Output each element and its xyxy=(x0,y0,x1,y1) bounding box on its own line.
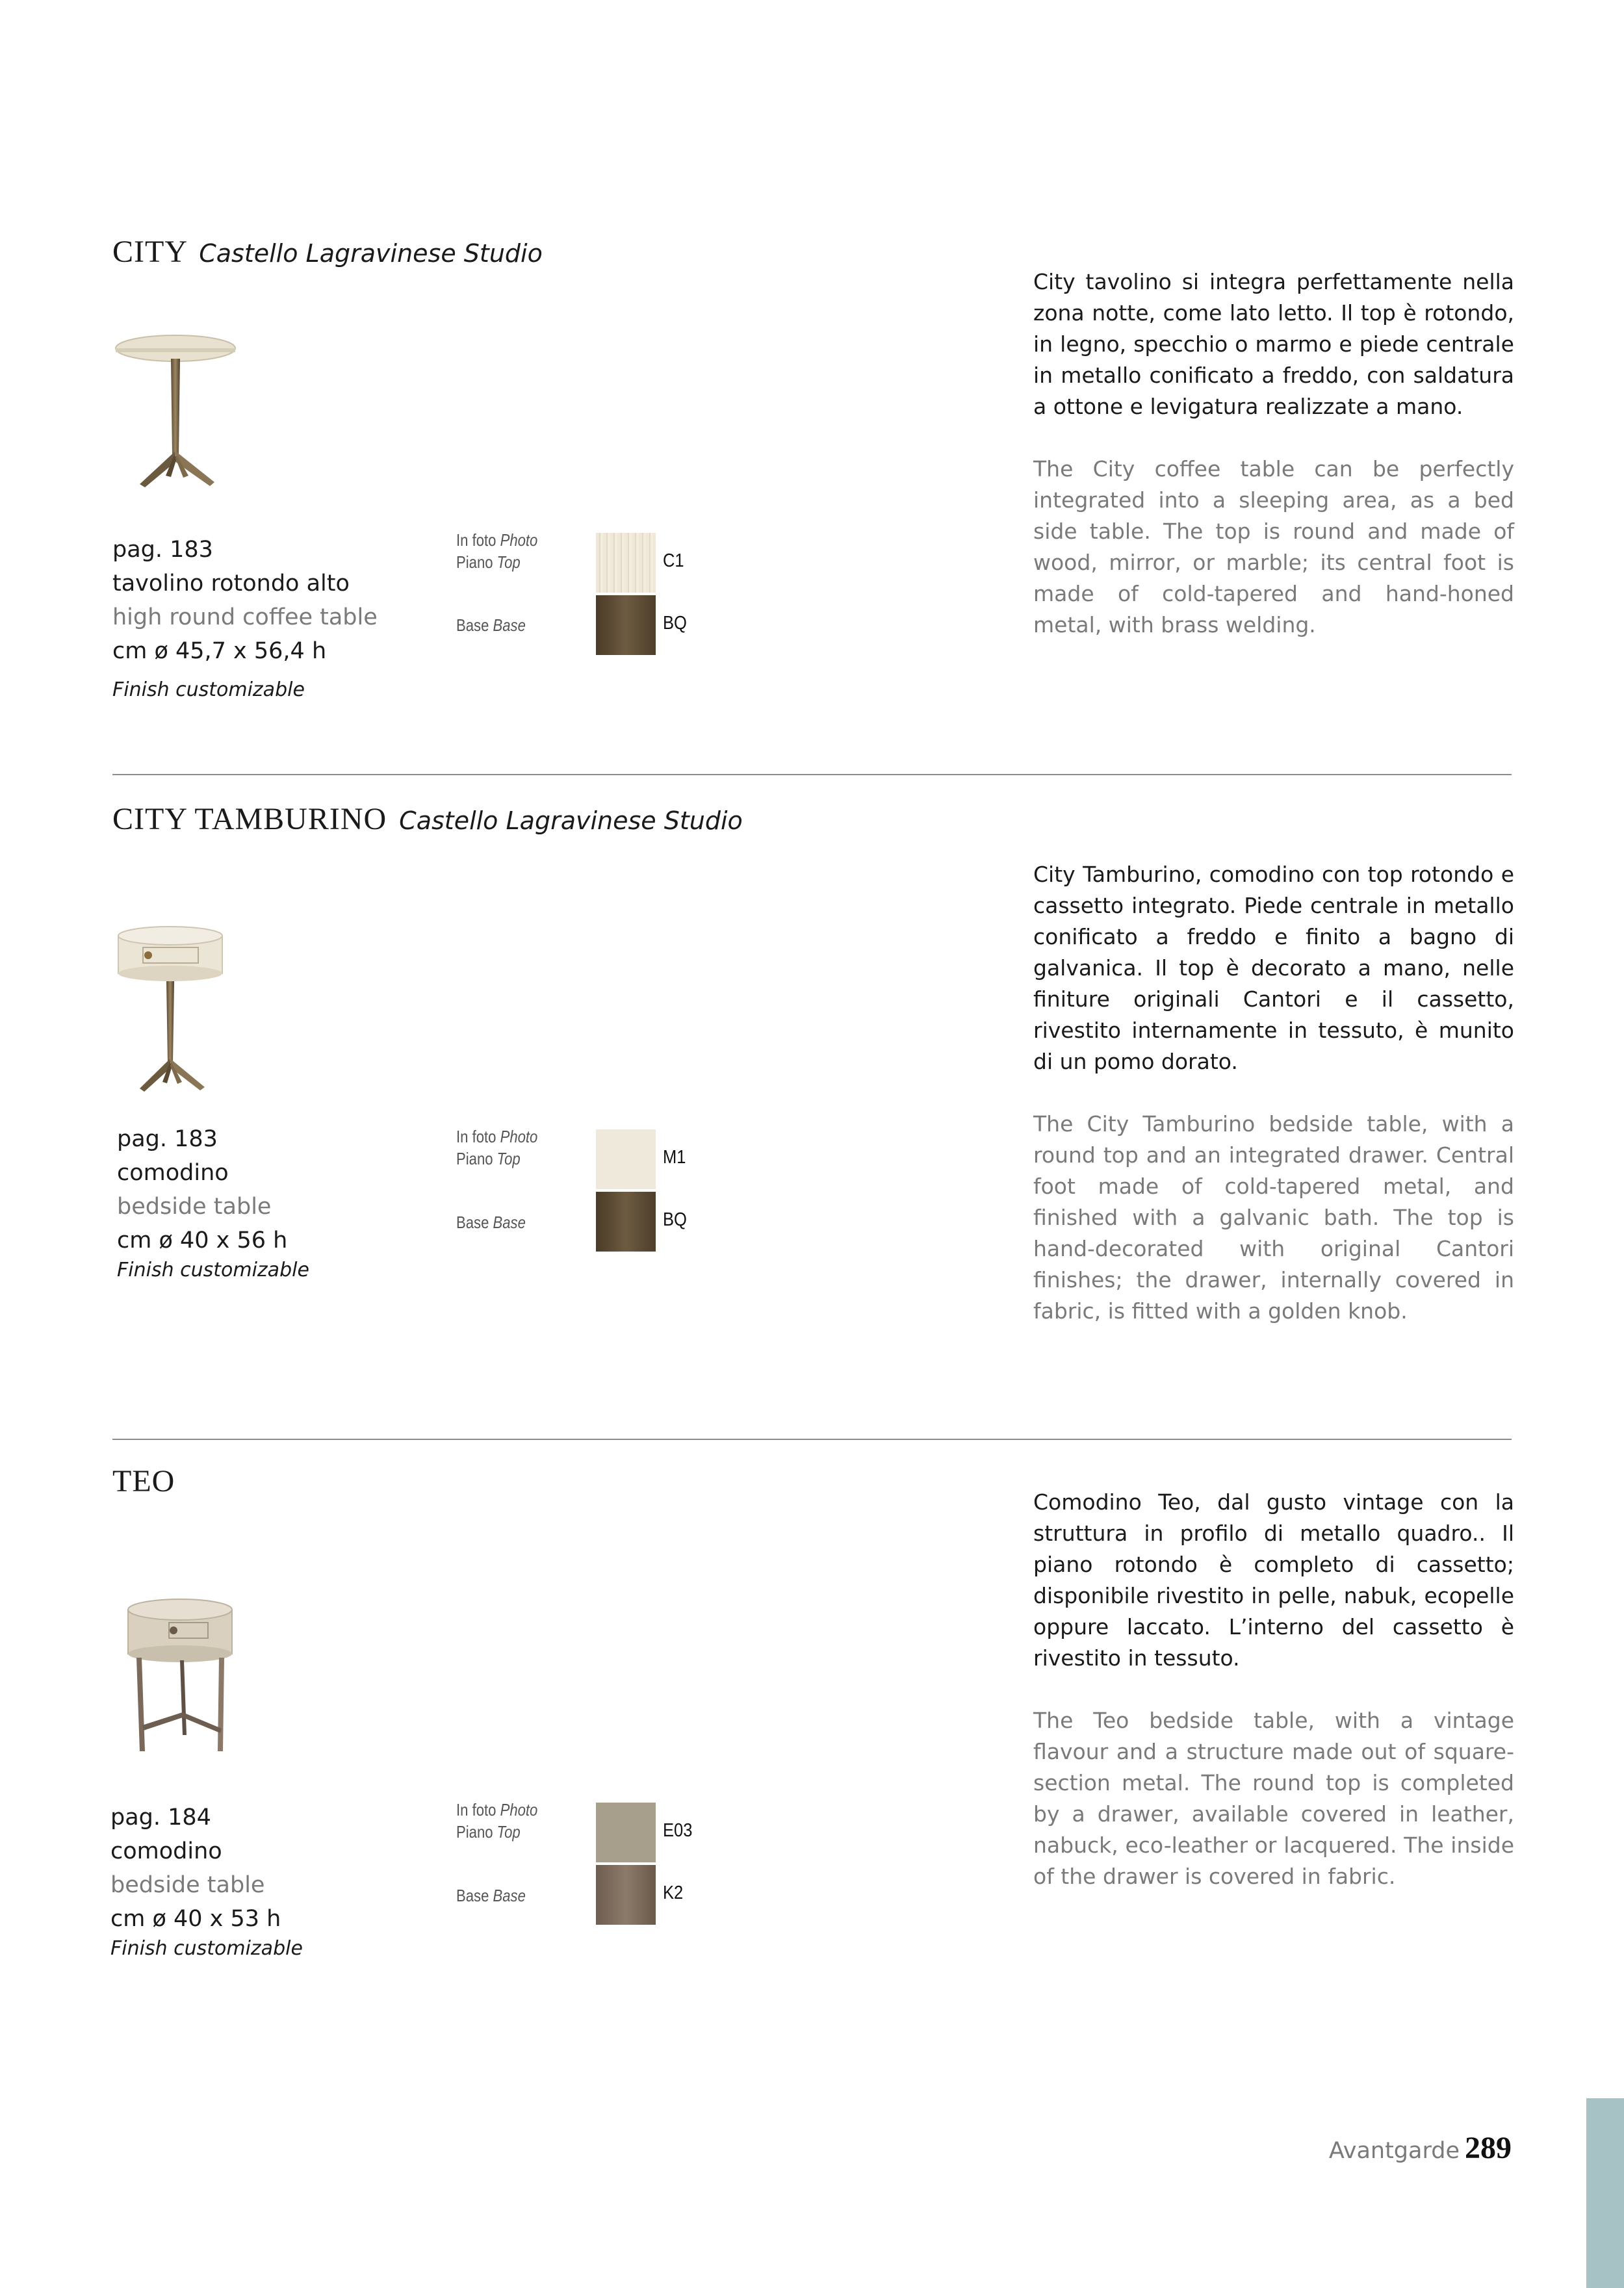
top-finish-swatch xyxy=(596,1129,656,1189)
photo-top-label xyxy=(456,1125,537,1170)
section-tab xyxy=(1586,2098,1624,2288)
description-english: The Teo bedside table, with a vintage flavour and a structure made out of square-section metal. The round top is completed by a drawer, available covered in leather, nabuck, eco-leather or lacquered. The inside of the drawer is covered in fabric. xyxy=(1033,1708,1514,1889)
finish-note: Finish customizable xyxy=(110,1937,303,1960)
dimensions: cm ø 40 x 53 h xyxy=(110,1906,281,1932)
footer-brand: Avantgarde xyxy=(1328,2138,1460,2164)
name-italian: comodino xyxy=(110,1838,222,1864)
product-info xyxy=(117,1122,309,1283)
base-label-it: Base xyxy=(456,615,489,635)
description-english: The City coffee table can be perfectly integrated into a sleeping area, as a bed side table. The top is round and made of wood, mirror, or marble; its central foot is made of cold-tapered and hand-honed metal, with brass welding. xyxy=(1033,456,1514,637)
photo-label: In foto xyxy=(456,1800,496,1819)
dimensions: cm ø 45,7 x 56,4 h xyxy=(112,638,327,664)
base-label-en: Base xyxy=(493,615,526,635)
photo-top-label xyxy=(456,529,537,573)
base-finish-swatch xyxy=(596,595,656,655)
finish-note: Finish customizable xyxy=(117,1259,309,1281)
top-finish-swatch xyxy=(596,1803,656,1862)
finish-note: Finish customizable xyxy=(112,678,305,701)
description-italian: City tavolino si integra perfettamente nella zona notte, come lato letto. Il top è rotondo, in legno, specchio o marmo e piede centrale in metallo conificato a freddo, con saldatura a ottone e levigatura realizzate a mano. xyxy=(1033,269,1514,419)
top-finish-code: C1 xyxy=(663,550,684,571)
section-divider xyxy=(112,1439,1512,1440)
designer-name: Castello Lagravinese Studio xyxy=(199,239,543,268)
page-reference: pag. 184 xyxy=(110,1805,211,1831)
base-label-en: Base xyxy=(493,1213,526,1232)
base-finish-swatch xyxy=(596,1865,656,1925)
base-label-en: Base xyxy=(493,1886,526,1905)
city-table-image xyxy=(107,325,244,500)
photo-label-en: Photo xyxy=(500,530,538,550)
name-italian: tavolino rotondo alto xyxy=(112,571,350,597)
designer-name: Castello Lagravinese Studio xyxy=(399,806,743,835)
top-finish-code: M1 xyxy=(663,1147,686,1168)
base-label-it: Base xyxy=(456,1213,489,1232)
base-finish-swatch xyxy=(596,1192,656,1252)
city-tamburino-image xyxy=(110,923,234,1098)
product-info xyxy=(110,1801,303,1962)
photo-label: In foto xyxy=(456,530,496,550)
top-label-en: Top xyxy=(496,552,521,572)
page-reference: pag. 183 xyxy=(117,1126,218,1152)
photo-label-en: Photo xyxy=(500,1800,538,1819)
description-english: The City Tamburino bedside table, with a round top and an integrated drawer. Central foot made of cold-tapered metal, and finished with a galvanic bath. The top is hand-decorated with original Cantori finishes; the drawer, internally covered in fabric, is fitted with a golden knob. xyxy=(1033,1111,1514,1324)
photo-top-label xyxy=(456,1799,537,1843)
top-label: Piano xyxy=(456,1149,493,1168)
product-info xyxy=(112,533,378,703)
page-number: 289 xyxy=(1465,2131,1512,2165)
product-name: CITY TAMBURINO xyxy=(112,802,387,836)
name-english: bedside table xyxy=(110,1872,265,1898)
section-divider xyxy=(112,774,1512,775)
name-english: bedside table xyxy=(117,1194,272,1220)
teo-table-image xyxy=(120,1595,244,1767)
top-label: Piano xyxy=(456,1822,493,1842)
product-title xyxy=(112,1463,175,1499)
top-finish-code: E03 xyxy=(663,1820,693,1841)
base-label xyxy=(456,1884,526,1907)
name-italian: comodino xyxy=(117,1160,229,1186)
page-reference: pag. 183 xyxy=(112,537,213,563)
base-label-it: Base xyxy=(456,1886,489,1905)
product-title xyxy=(112,234,543,270)
description-italian: Comodino Teo, dal gusto vintage con la struttura in profilo di metallo quadro.. Il piano rotondo è completo di cassetto; disponibile rivestito in pelle, nabuk, ecopelle oppure laccato. L’interno del cassetto è rivestito in tessuto. xyxy=(1033,1489,1514,1671)
top-label-en: Top xyxy=(496,1822,521,1842)
photo-label: In foto xyxy=(456,1127,496,1146)
base-finish-code: K2 xyxy=(663,1883,684,1903)
description-italian: City Tamburino, comodino con top rotondo e cassetto integrato. Piede centrale in metallo conificato a freddo e finito a bagno di galvanica. Il top è decorato a mano, nelle finiture originali Cantori e il cassetto, rivestito internamente in tessuto, è munito di un pomo dorato. xyxy=(1033,862,1514,1074)
top-label: Piano xyxy=(456,552,493,572)
page-footer xyxy=(1329,2130,1512,2166)
photo-label-en: Photo xyxy=(500,1127,538,1146)
base-finish-code: BQ xyxy=(663,1209,687,1230)
top-finish-swatch xyxy=(596,533,656,593)
name-english: high round coffee table xyxy=(112,604,378,630)
product-name: CITY xyxy=(112,235,187,269)
product-name: TEO xyxy=(112,1464,175,1498)
top-label-en: Top xyxy=(496,1149,521,1168)
base-finish-code: BQ xyxy=(663,613,687,634)
product-title xyxy=(112,801,743,837)
base-label xyxy=(456,614,526,636)
dimensions: cm ø 40 x 56 h xyxy=(117,1228,288,1253)
base-label xyxy=(456,1211,526,1233)
